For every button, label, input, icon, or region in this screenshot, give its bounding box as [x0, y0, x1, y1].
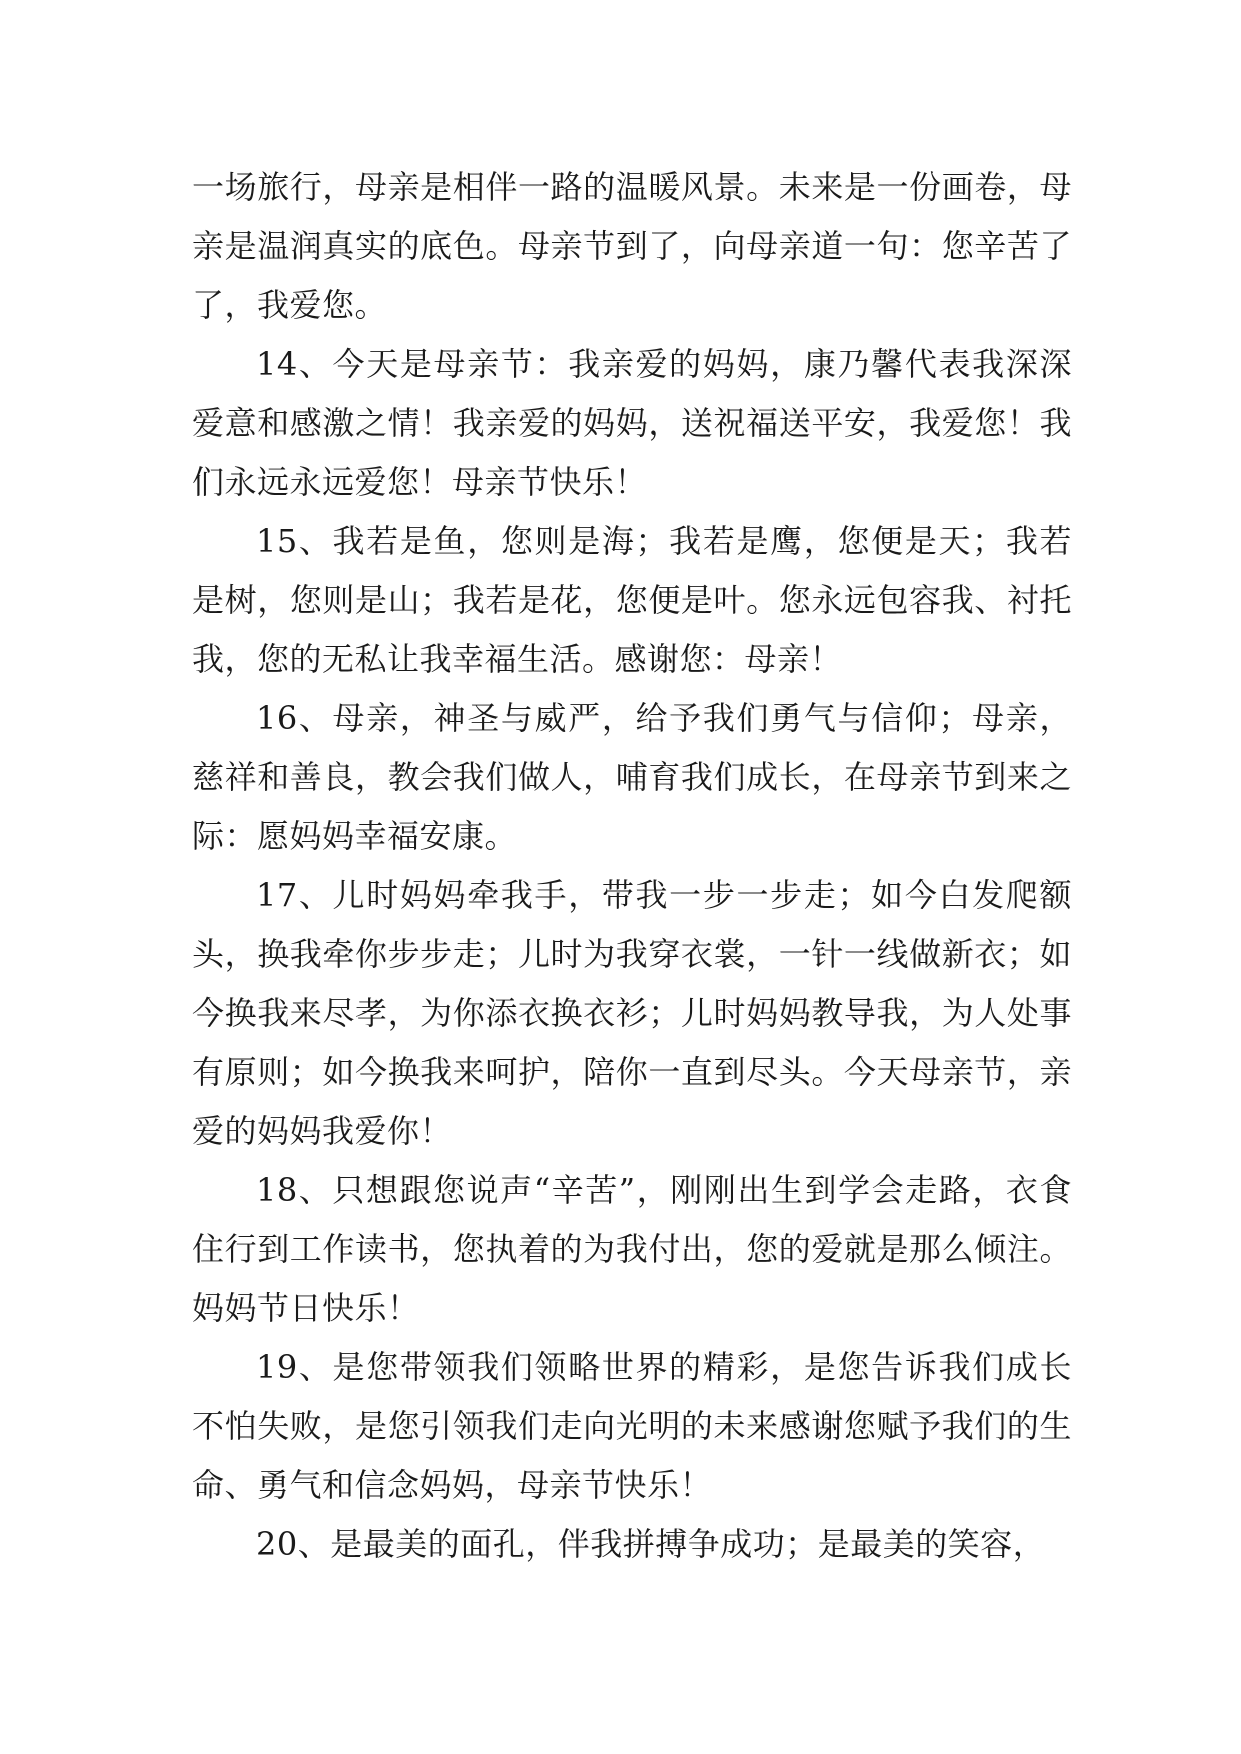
- paragraph-16: 16、母亲，神圣与威严，给予我们勇气与信仰；母亲，慈祥和善良，教会我们做人，哺育我们成长，在母亲节到来之际：愿妈妈幸福安康。: [192, 699, 1072, 855]
- document-body: [192, 158, 1072, 1574]
- paragraph-19: 19、是您带领我们领略世界的精彩，是您告诉我们成长不怕失败，是您引领我们走向光明的未来感谢您赋予我们的生命、勇气和信念妈妈，母亲节快乐！: [192, 1348, 1072, 1504]
- paragraph-20: 20、是最美的面孔，伴我拼搏争成功；是最美的笑容，: [256, 1525, 1046, 1563]
- paragraph-18: 18、只想跟您说声“辛苦”，刚刚出生到学会走路，衣食住行到工作读书，您执着的为我付出，您的爱就是那么倾注。妈妈节日快乐！: [192, 1171, 1072, 1327]
- paragraph-14: 14、今天是母亲节：我亲爱的妈妈，康乃馨代表我深深爱意和感激之情！我亲爱的妈妈，送祝福送平安，我爱您！我们永远永远爱您！母亲节快乐！: [192, 345, 1072, 501]
- paragraph-17: 17、儿时妈妈牵我手，带我一步一步走；如今白发爬额头，换我牵你步步走；儿时为我穿衣裳，一针一线做新衣；如今换我来尽孝，为你添衣换衣衫；儿时妈妈教导我，为人处事有原则；如今换我来呵护，陪你一直到尽头。今天母亲节，亲爱的妈妈我爱你！: [192, 876, 1072, 1150]
- paragraph-15: 15、我若是鱼，您则是海；我若是鹰，您便是天；我若是树，您则是山；我若是花，您便是叶。您永远包容我、衬托我，您的无私让我幸福生活。感谢您：母亲！: [192, 522, 1072, 678]
- paragraph-continuation: 一场旅行，母亲是相伴一路的温暖风景。未来是一份画卷，母亲是温润真实的底色。母亲节到了，向母亲道一句：您辛苦了了，我爱您。: [192, 168, 1072, 324]
